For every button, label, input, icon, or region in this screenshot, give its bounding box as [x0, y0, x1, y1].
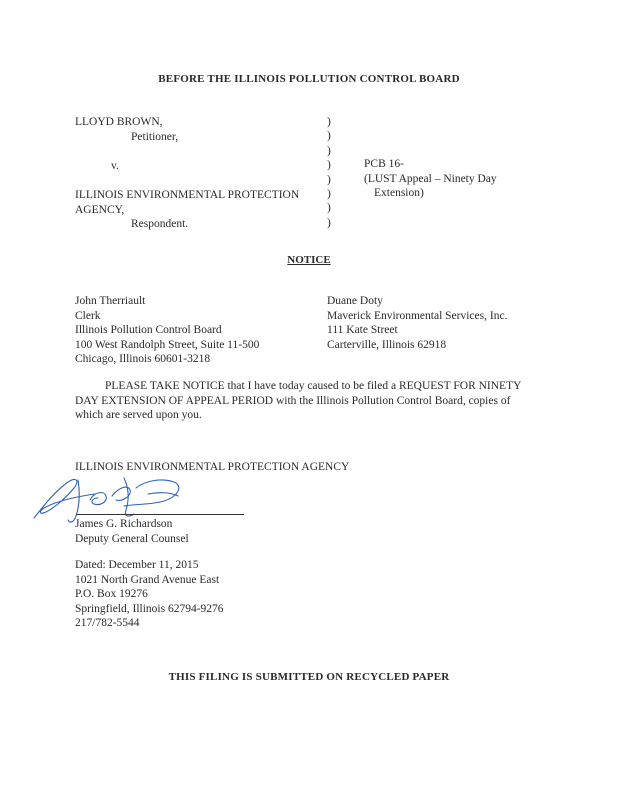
petitioner-name: LLOYD BROWN,: [75, 116, 163, 128]
case-type-line-2: Extension): [374, 187, 424, 200]
body-line: PLEASE TAKE NOTICE that I have today caused to be filed a REQUEST FOR NINETY: [105, 380, 522, 392]
signatory-title: Deputy General Counsel: [75, 532, 189, 545]
body-line: DAY EXTENSION OF APPEAL PERIOD with the Illinois Pollution Control Board, copies of: [75, 394, 511, 407]
versus: v.: [111, 159, 119, 172]
recipient-line: Carterville, Illinois 62918: [327, 338, 447, 351]
caption-parens: [327, 115, 331, 230]
recipient-line: 100 West Randolph Street, Suite 11-500: [75, 338, 260, 351]
agency-name: ILLINOIS ENVIRONMENTAL PROTECTION AGENCY: [75, 461, 350, 473]
paren: ): [327, 130, 331, 143]
recipient-line: Clerk: [75, 309, 101, 322]
recipient-left: [75, 294, 259, 367]
recipient-line: John Therriault: [75, 295, 146, 307]
recipient-line: 111 Kate Street: [327, 324, 398, 337]
recipient-line: Illinois Pollution Control Board: [75, 324, 222, 337]
case-number: PCB 16-: [364, 158, 404, 170]
paren: ): [327, 188, 331, 201]
address-line: P.O. Box 19276: [75, 588, 148, 601]
case-type-line-1: (LUST Appeal – Ninety Day: [364, 172, 497, 185]
paren: ): [327, 202, 331, 215]
signatory-name: James G. Richardson: [75, 518, 173, 530]
address-line: Springfield, Illinois 62794-9276: [75, 602, 224, 615]
signatory-block: [75, 517, 189, 546]
recipient-line: Maverick Environmental Services, Inc.: [327, 309, 508, 322]
respondent-name-line-1: ILLINOIS ENVIRONMENTAL PROTECTION: [75, 188, 300, 201]
respondent-name-line-2: AGENCY,: [75, 203, 125, 216]
footer-note: THIS FILING IS SUBMITTED ON RECYCLED PAPER: [168, 671, 450, 683]
date-line: Dated: December 11, 2015: [75, 559, 199, 571]
notice-heading: NOTICE: [287, 254, 331, 266]
case-info: [364, 157, 497, 201]
caption-left: [75, 115, 299, 232]
notice-body: [75, 379, 545, 423]
paren: ): [327, 173, 331, 186]
document-title: BEFORE THE ILLINOIS POLLUTION CONTROL BOARD: [158, 73, 460, 85]
respondent-role: Respondent.: [131, 218, 189, 231]
phone-line: 217/782-5544: [75, 617, 140, 630]
address-line: 1021 North Grand Avenue East: [75, 573, 220, 586]
petitioner-role: Petitioner,: [131, 130, 179, 143]
recipient-line: Chicago, Illinois 60601-3218: [75, 353, 211, 366]
paren: ): [327, 159, 331, 172]
body-line: which are served upon you.: [75, 409, 202, 422]
recipient-right: [327, 294, 507, 352]
signature-line: [76, 514, 244, 515]
paren: ): [327, 116, 331, 128]
paren: ): [327, 216, 331, 229]
paren: ): [327, 144, 331, 157]
date-address-block: [75, 558, 224, 631]
recipient-line: Duane Doty: [327, 295, 383, 307]
